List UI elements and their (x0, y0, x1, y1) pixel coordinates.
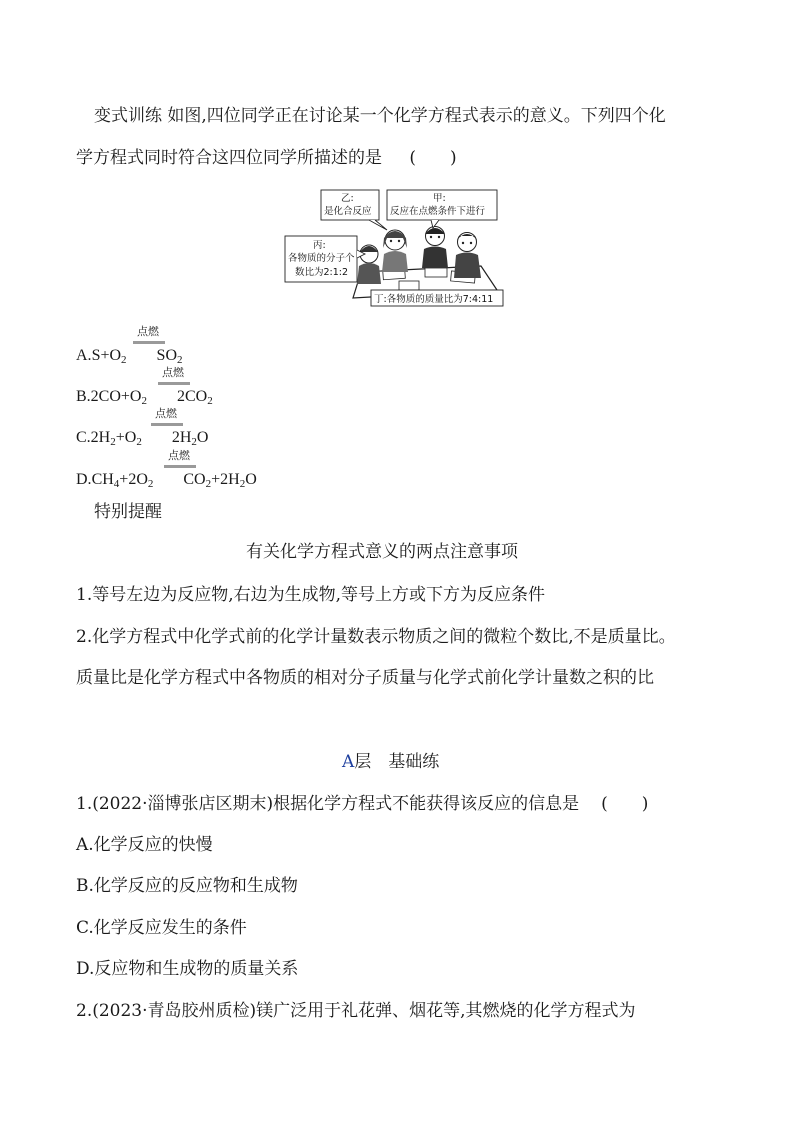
question-1-choice-d[interactable]: D.反应物和生成物的质量关系 (76, 959, 299, 979)
question-1-choice-c[interactable]: C.化学反应发生的条件 (76, 918, 247, 938)
option-c: $C.2H_2+O_2$ $2H_2O$ (76, 429, 209, 448)
answer-bracket: ( ) (409, 148, 457, 168)
option-a: $A.S+O_2$ $SO_2$ (76, 347, 183, 366)
bubble-bing-speaker: 丙: (313, 240, 326, 251)
option-a-equal-sign (133, 341, 165, 344)
option-a-condition: 点燃 (137, 325, 159, 338)
section-letter: A (342, 752, 355, 772)
exercise-intro-line2 (76, 146, 457, 170)
option-b-condition: 点燃 (162, 366, 184, 379)
tip-title: 有关化学方程式意义的两点注意事项 (246, 542, 518, 562)
option-c-condition: 点燃 (155, 407, 177, 420)
question-1-stem: 1.(2022·淄博张店区期末)根据化学方程式不能获得该反应的信息是 ( ) (76, 794, 649, 814)
bubble-bing-text1: 各物质的分子个 (288, 253, 355, 264)
question-2-stem: 2.(2023·青岛胶州质检)镁广泛用于礼花弹、烟花等,其燃烧的化学方程式为 (76, 1001, 636, 1021)
option-b: $B.2CO+O_2$ $2CO_2$ (76, 388, 213, 407)
intro-text: 学方程式同时符合这四位同学所描述的是 (76, 148, 382, 168)
option-c-equal-sign (151, 423, 183, 426)
tip-point-2-line1: 2.化学方程式中化学式前的化学计量数表示物质之间的微粒个数比,不是质量比。 (76, 627, 676, 647)
exercise-intro-line1: 变式训练 如图,四位同学正在讨论某一个化学方程式表示的意义。下列四个化 (94, 106, 666, 126)
section-heading (342, 750, 439, 774)
question-1-choice-b[interactable]: B.化学反应的反应物和生成物 (76, 876, 298, 896)
question-1-choice-a[interactable]: A.化学反应的快慢 (76, 835, 213, 855)
option-d-equal-sign (164, 465, 196, 468)
tip-point-2-line2: 质量比是化学方程式中各物质的相对分子质量与化学式前化学计量数之积的比 (76, 668, 654, 688)
bubble-bing-text2: 数比为2:1:2 (295, 267, 349, 278)
option-d-condition: 点燃 (168, 449, 190, 462)
section-title: 层 基础练 (354, 752, 440, 772)
question-1-bracket: ( ) (601, 794, 649, 814)
bubble-yi-text: 是化合反应 (324, 206, 372, 217)
bubble-ding-text: 丁:各物质的质量比为7:4:11 (374, 294, 494, 305)
tip-point-1: 1.等号左边为反应物,右边为生成物,等号上方或下方为反应条件 (76, 585, 546, 605)
bubble-yi-speaker: 乙: (341, 193, 354, 204)
students-discussion-figure (283, 186, 505, 308)
option-d: $D.CH_4+2O_2$ $CO_2+2H_2O$ (76, 471, 257, 490)
option-b-equal-sign (158, 382, 190, 385)
bubble-jia-speaker: 甲: (433, 193, 446, 204)
tip-label: 特别提醒 (94, 502, 162, 522)
bubble-jia-text: 反应在点燃条件下进行 (390, 206, 486, 217)
